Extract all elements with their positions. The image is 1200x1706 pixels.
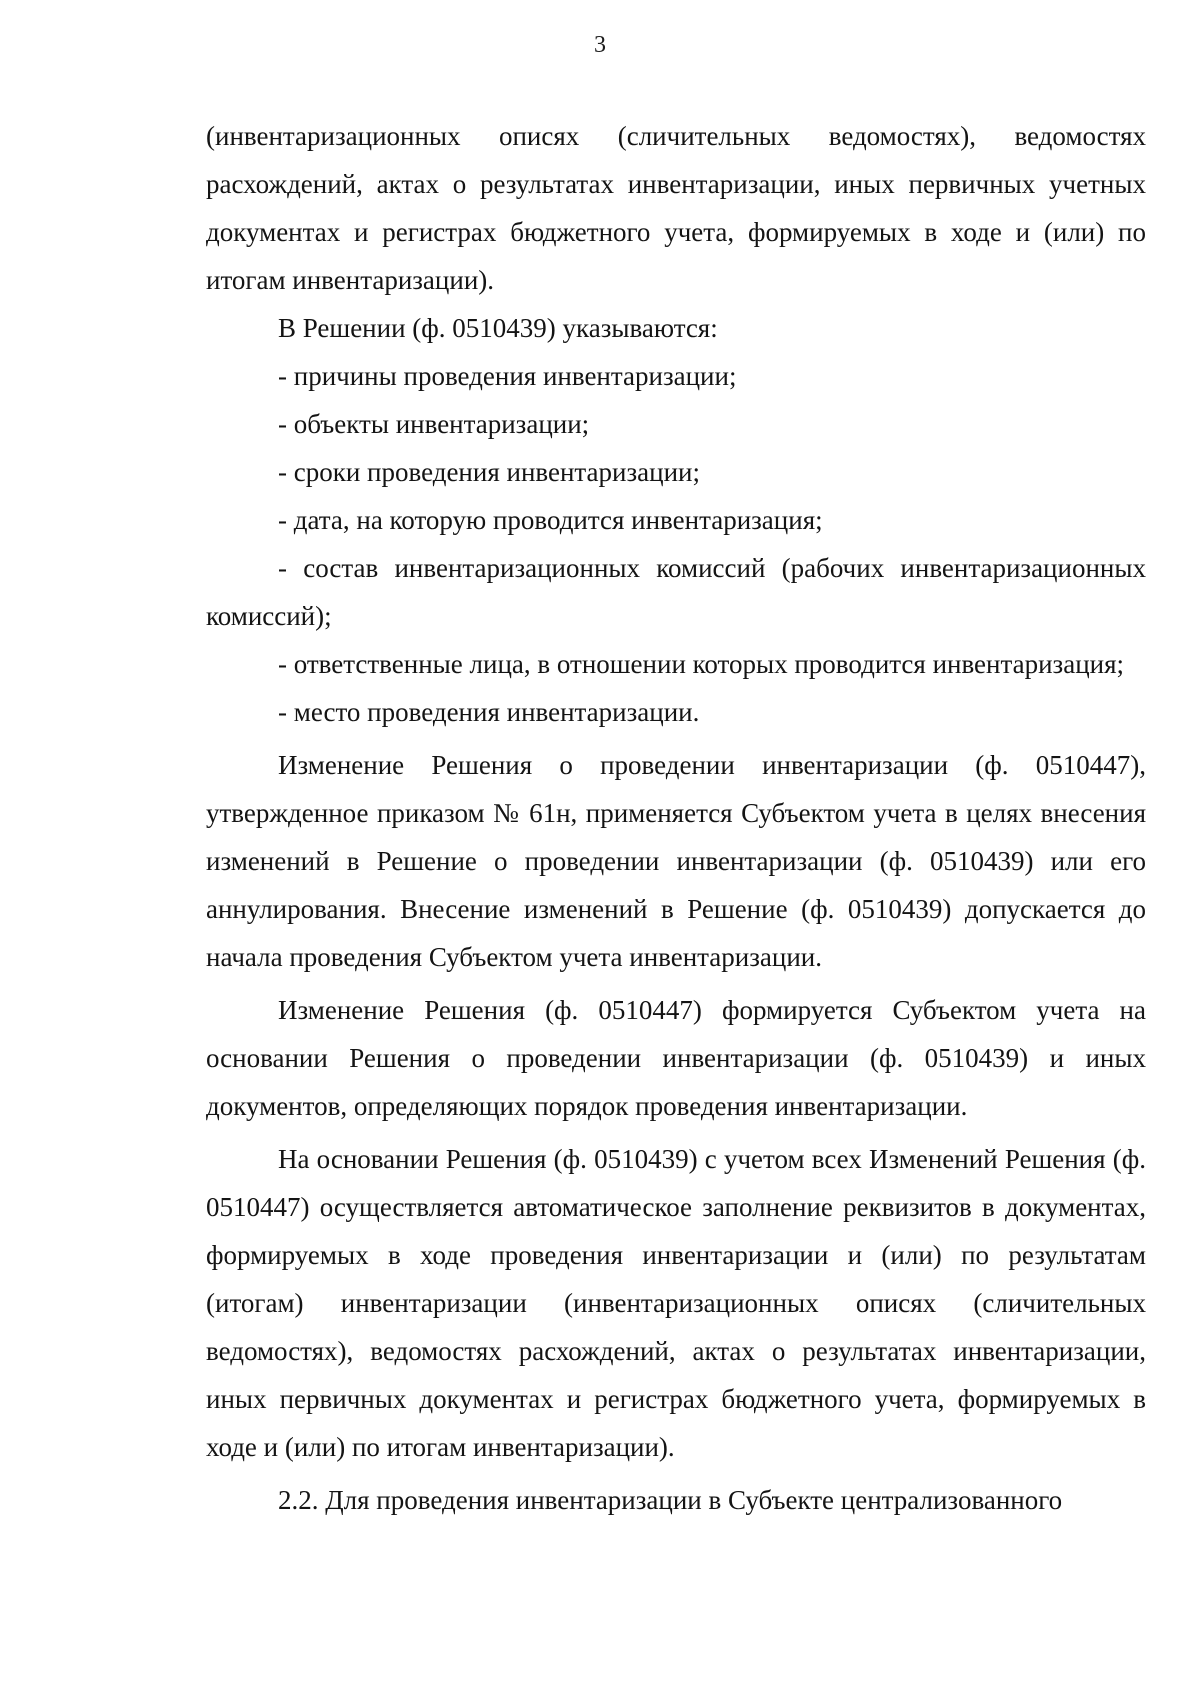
paragraph-amendment-basis: Изменение Решения (ф. 0510447) формируется Субъектом учета на основании Решения о проведении инвентаризации (ф. 0510439) и иных документов, определяющих порядок проведения инвентаризации. bbox=[206, 995, 1146, 1121]
document-body bbox=[206, 112, 1146, 1524]
list-item-reasons: - причины проведения инвентаризации; bbox=[278, 361, 737, 391]
page-number: 3 bbox=[594, 32, 606, 58]
list-item-responsible-persons: - ответственные лица, в отношении которых проводится инвентаризация; bbox=[278, 649, 1125, 679]
list-item-date: - дата, на которую проводится инвентаризация; bbox=[278, 505, 823, 535]
paragraph-autofill: На основании Решения (ф. 0510439) с учетом всех Изменений Решения (ф. 0510447) осуществляется автоматическое заполнение реквизитов в документах, формируемых в ходе проведения инвентаризации и (или) по результатам (итогам) инвентаризации (инвентаризационных описях (сличительных ведомостях), ведомостях расхождений, актах о результатах инвентаризации, иных первичных документах и регистрах бюджетного учета, формируемых в ходе и (или) по итогам инвентаризации). bbox=[206, 1144, 1146, 1462]
list-item-commission: - состав инвентаризационных комиссий (рабочих инвентаризационных комиссий); bbox=[206, 553, 1146, 631]
paragraph-continuation: (инвентаризационных описях (сличительных ведомостях), ведомостях расхождений, актах о результатах инвентаризации, иных первичных учетных документах и регистрах бюджетного учета, формируемых в ходе и (или) по итогам инвентаризации). bbox=[206, 121, 1146, 295]
list-item-objects: - объекты инвентаризации; bbox=[278, 409, 590, 439]
paragraph-amendment: Изменение Решения о проведении инвентаризации (ф. 0510447), утвержденное приказом № 61н, применяется Субъектом учета в целях внесения изменений в Решение о проведении инвентаризации (ф. 0510439) или его аннулирования. Внесение изменений в Решение (ф. 0510439) допускается до начала проведения Субъектом учета инвентаризации. bbox=[206, 750, 1146, 972]
list-item-deadlines: - сроки проведения инвентаризации; bbox=[278, 457, 700, 487]
paragraph-decision-intro: В Решении (ф. 0510439) указываются: bbox=[278, 313, 718, 343]
paragraph-section-2-2: 2.2. Для проведения инвентаризации в Субъекте централизованного bbox=[278, 1485, 1063, 1515]
list-item-location: - место проведения инвентаризации. bbox=[278, 697, 700, 727]
